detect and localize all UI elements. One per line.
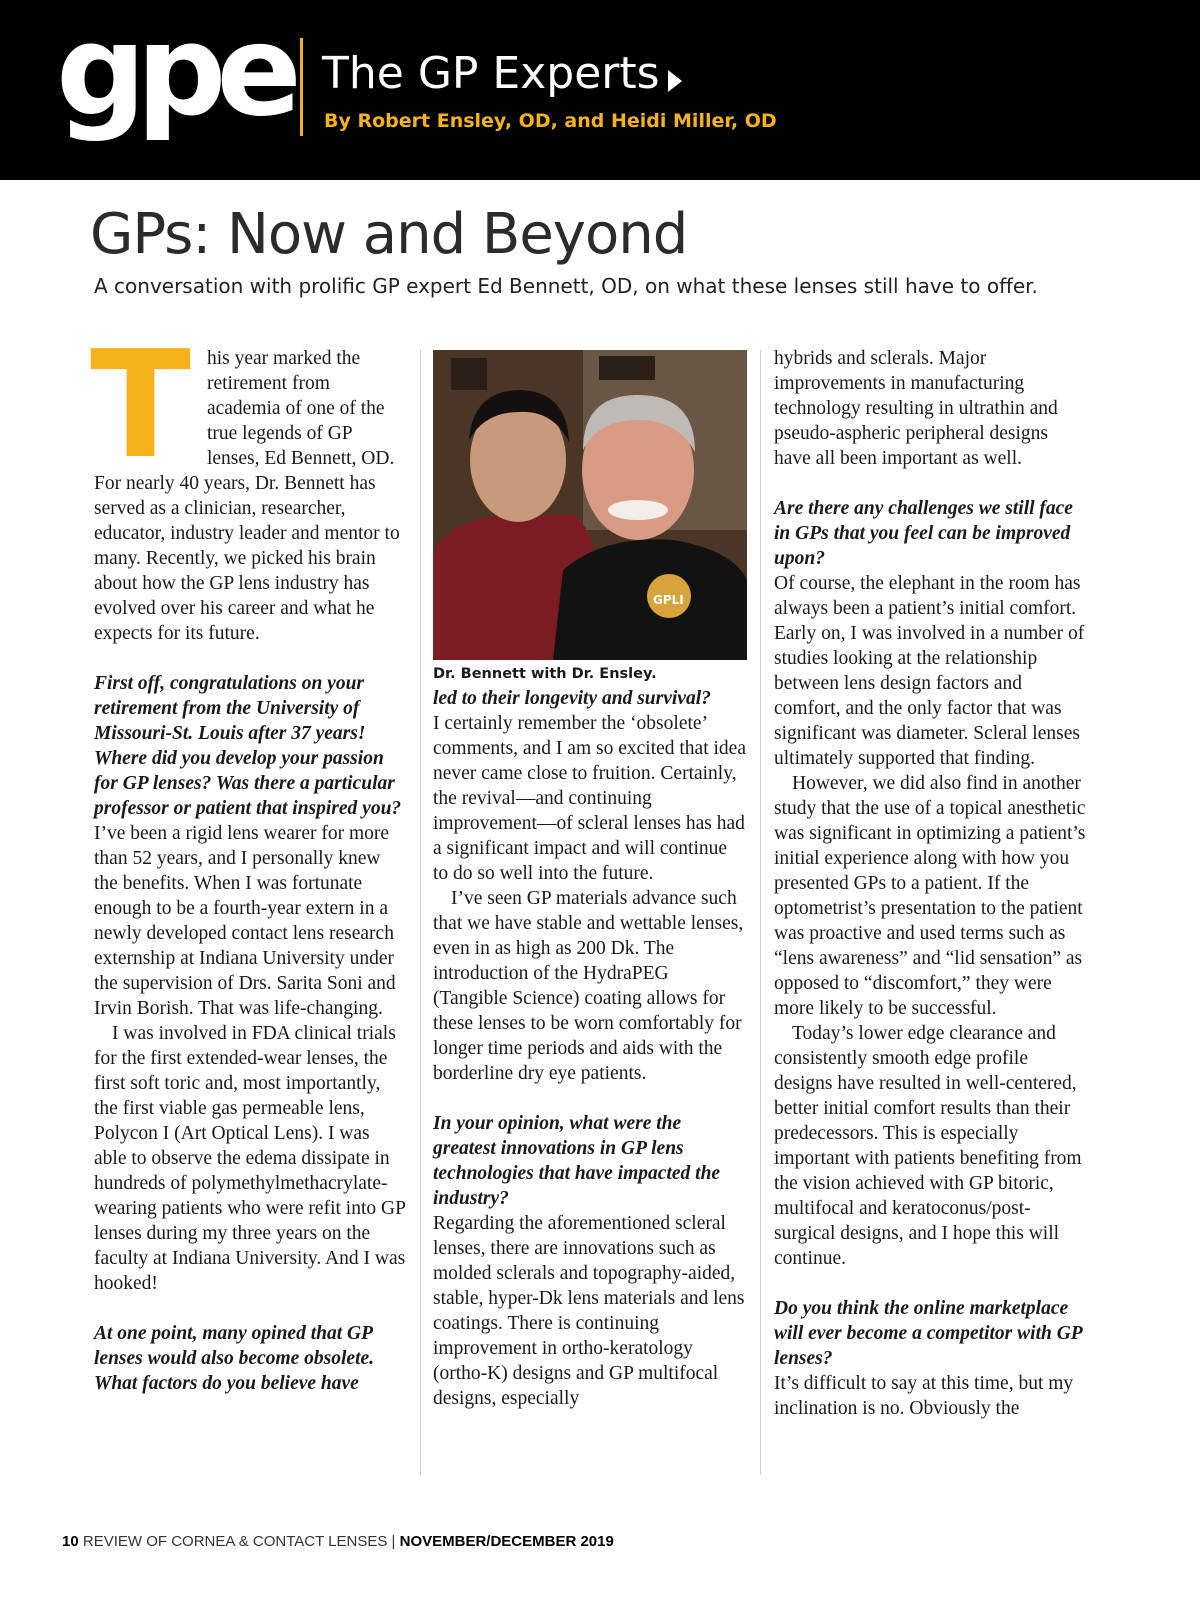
play-arrow-icon	[668, 70, 682, 92]
answer-3-continued: hybrids and sclerals. Major improvements in manufacturing technology resulting in ultrathin and pseudo-aspheric peripheral designs have all been important as well.	[774, 348, 1058, 469]
column-1	[90, 319, 406, 1396]
column-2	[433, 686, 747, 1411]
photo-illustration	[433, 350, 747, 660]
drop-cap: T	[90, 319, 191, 491]
gpe-logo: gpe	[56, 0, 292, 144]
answer-2-paragraph-1: I certainly remember the ‘obsolete’ comments, and I am so excited that idea never came close to fruition. Certainly, the revival—and continuing improvement—of scleral lenses has had a significant impact and will continue to do so well into the future.	[433, 713, 746, 884]
photo-caption: Dr. Bennett with Dr. Ensley.	[433, 666, 657, 682]
answer-1-paragraph-1: I’ve been a rigid lens wearer for more than 52 years, and I personally knew the benefits. When I was fortunate enough to be a fourth-year extern in a newly developed contact lens research externship at Indiana University under the supervision of Drs. Sarita Soni and Irvin Borish. That was life-changing.	[94, 823, 396, 1019]
question-1: First off, congratulations on your retirement from the University of Missouri-St. Louis after 37 years! Where did you develop your passion for GP lenses? Was there a particular professor or patient that inspired you?	[94, 673, 402, 819]
page-footer	[62, 1533, 614, 1550]
answer-4-paragraph-3: Today’s lower edge clearance and consistently smooth edge profile designs have resulted in well-centered, better initial comfort results than their predecessors. This is especially important with patients benefiting from the vision achieved with GP bitoric, multifocal and keratoconus/post-surgical designs, and I hope this will continue.	[774, 1023, 1082, 1269]
answer-4-paragraph-2: However, we did also find in another study that the use of a topical anesthetic was significant in optimizing a patient’s initial experience along with how you presented GPs to a patient. If the optometrist’s presentation to the patient was proactive and used terms such as “lens awareness” and “lid sensation” as opposed to “discomfort,” they were more likely to be successful.	[774, 773, 1086, 1019]
intro-paragraph: his year marked the retirement from academia of one of the true legends of GP lenses, Ed Bennett, OD. For nearly 40 years, Dr. Bennett has served as a clinician, researcher, educator, industry leader and mentor to many. Recently, we picked his brain about how the GP lens industry has evolved over his career and what he expects for its future.	[94, 348, 400, 644]
question-4: Are there any challenges we still face in GPs that you feel can be improved upon?	[774, 498, 1073, 569]
article-title: GPs: Now and Beyond	[90, 202, 688, 267]
answer-5-paragraph-1: It’s difficult to say at this time, but my inclination is no. Obviously the	[774, 1373, 1074, 1419]
answer-4-paragraph-1: Of course, the elephant in the room has always been a patient’s initial comfort. Early on, I was involved in a number of studies looking at the relationship between lens design factors and comfort, and the only factor that was significant was diameter. Scleral lenses ultimately supported that finding.	[774, 573, 1085, 769]
page-number: 10	[62, 1533, 79, 1550]
article-subtitle: A conversation with prolific GP expert Ed Bennett, OD, on what these lenses still have to offer.	[94, 274, 1038, 298]
column-divider	[760, 350, 761, 1475]
header-divider	[300, 38, 303, 136]
answer-1-paragraph-2: I was involved in FDA clinical trials for the first extended-wear lenses, the first soft toric and, most importantly, the first viable gas permeable lens, Polycon I (Art Optical Lens). I was able to observe the edema dissipate in hundreds of polymethylmethacrylate-wearing patients who were refit into GP lenses during my three years on the faculty at Indiana University. And I was hooked!	[94, 1023, 406, 1294]
answer-3-paragraph-1: Regarding the aforementioned scleral lenses, there are innovations such as molded sclerals and topography-aided, stable, hyper-Dk lens materials and lens coatings. There is continuing improvement in ortho-keratology (ortho-K) designs and GP multifocal designs, especially	[433, 1213, 745, 1409]
shirt-logo: GPLI	[653, 593, 684, 607]
photo-dr-bennett-dr-ensley	[433, 350, 747, 660]
answer-2-paragraph-2: I’ve seen GP materials advance such that we have stable and wettable lenses, even in as high as 200 Dk. The introduction of the HydraPEG (Tangible Science) coating allows for these lenses to be worn comfortably for longer time periods and aids with the borderline dry eye patients.	[433, 888, 744, 1084]
question-2-start: At one point, many opined that GP lenses would also become obsolete. What factors do you believe have	[94, 1323, 375, 1394]
header-band	[0, 0, 1200, 180]
byline: By Robert Ensley, OD, and Heidi Miller, OD	[324, 110, 777, 132]
publication-name: REVIEW OF CORNEA & CONTACT LENSES	[82, 1533, 388, 1550]
department-title: The GP Experts	[322, 48, 660, 99]
column-divider	[420, 350, 421, 1475]
footer-separator: |	[391, 1533, 396, 1550]
column-3	[774, 346, 1088, 1421]
issue-date: NOVEMBER/DECEMBER 2019	[399, 1533, 614, 1550]
question-2-end: led to their longevity and survival?	[433, 688, 711, 709]
question-3: In your opinion, what were the greatest innovations in GP lens technologies that have impacted the industry?	[433, 1113, 721, 1209]
question-5: Do you think the online marketplace will ever become a competitor with GP lenses?	[774, 1298, 1082, 1369]
